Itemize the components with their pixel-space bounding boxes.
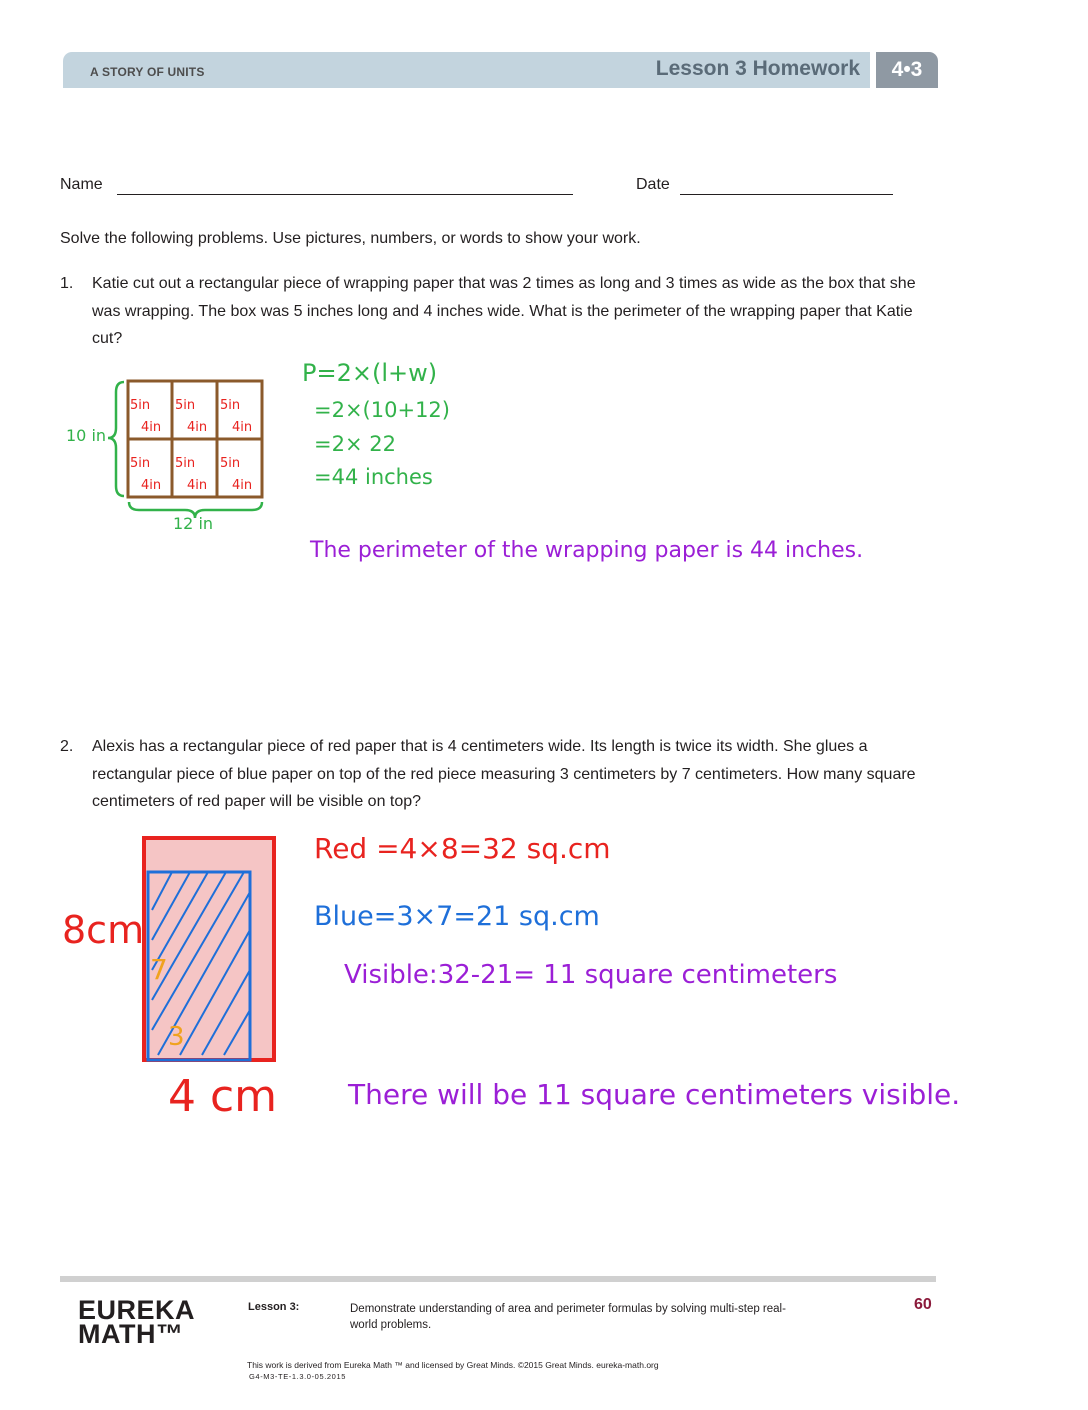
blue-area-equation: Blue=3×7=21 sq.cm — [314, 901, 600, 932]
cell-label: 5in — [175, 398, 196, 413]
cell-label: 5in — [220, 456, 241, 471]
blue-length-label: 7 — [150, 953, 168, 986]
perimeter-step-2: =2× 22 — [314, 432, 396, 456]
problem-1-number: 1. — [60, 275, 74, 292]
name-label: Name — [60, 176, 103, 193]
visible-area-equation: Visible:32-21= 11 square centimeters — [344, 960, 838, 990]
cell-label: 4in — [232, 478, 253, 493]
license-text: This work is derived from Eureka Math ™ and licensed by Great Minds. ©2015 Great Minds. eureka-math.org — [247, 1360, 659, 1370]
footer-lesson-label: Lesson 3: — [248, 1301, 300, 1313]
document-code: G4-M3-TE-1.3.0-05.2015 — [249, 1372, 346, 1381]
blue-width-label: 3 — [168, 1022, 185, 1052]
cell-label: 4in — [232, 420, 253, 435]
lesson-objective: Demonstrate understanding of area and perimeter formulas by solving multi-step real-world problems. — [350, 1303, 786, 1331]
instructions: Solve the following problems. Use pictures, numbers, or words to show your work. — [60, 230, 641, 247]
eureka-logo-line-1: EUREKA — [78, 1295, 196, 1325]
cell-label: 4in — [187, 478, 208, 493]
cell-label: 5in — [130, 456, 151, 471]
name-field[interactable] — [117, 176, 573, 195]
perimeter-step-1: =2×(10+12) — [314, 398, 450, 422]
cell-label: 4in — [187, 420, 208, 435]
problem-1-text: Katie cut out a rectangular piece of wrapping paper that was 2 times as long and 3 times as wide as the box that she was wrapping. The box was 5 inches long and 4 inches wide. What is the perimeter of the wrapping paper that Katie cut? — [92, 275, 916, 347]
grade-module-badge: 4•3 — [876, 52, 938, 88]
height-brace — [108, 382, 124, 496]
cell-label: 5in — [175, 456, 196, 471]
width-label: 4 cm — [168, 1071, 278, 1122]
date-label: Date — [636, 176, 670, 193]
length-label: 8cm — [62, 908, 145, 952]
perimeter-result: =44 inches — [314, 465, 433, 489]
problem-2-number: 2. — [60, 738, 74, 755]
lesson-title: Lesson 3 Homework — [655, 57, 860, 80]
problem-2-text: Alexis has a rectangular piece of red paper that is 4 centimeters wide. Its length is twice its width. She glues a rectangular piece of blue paper on top of the red piece measuring 3 centimeters by 7 centimeters. How many square centimeters of red paper will be visible on top? — [92, 738, 916, 810]
problem-1-answer: The perimeter of the wrapping paper is 44 inches. — [310, 538, 864, 563]
red-area-equation: Red =4×8=32 sq.cm — [314, 832, 611, 865]
series-title: A STORY OF UNITS — [90, 65, 205, 79]
cell-label: 5in — [220, 398, 241, 413]
cell-label: 4in — [141, 478, 162, 493]
cell-label: 5in — [130, 398, 151, 413]
problem-2-sketch — [140, 830, 285, 1070]
problem-2-answer: There will be 11 square centimeters visible. — [348, 1078, 961, 1111]
width-label: 12 in — [173, 514, 214, 533]
perimeter-formula: P=2×(l+w) — [302, 359, 438, 387]
height-label: 10 in — [66, 426, 107, 445]
page-number: 60 — [914, 1296, 932, 1313]
footer-rule — [60, 1276, 936, 1282]
date-field[interactable] — [680, 176, 893, 195]
eureka-logo-line-2: MATH™ — [78, 1319, 184, 1349]
cell-label: 4in — [141, 420, 162, 435]
